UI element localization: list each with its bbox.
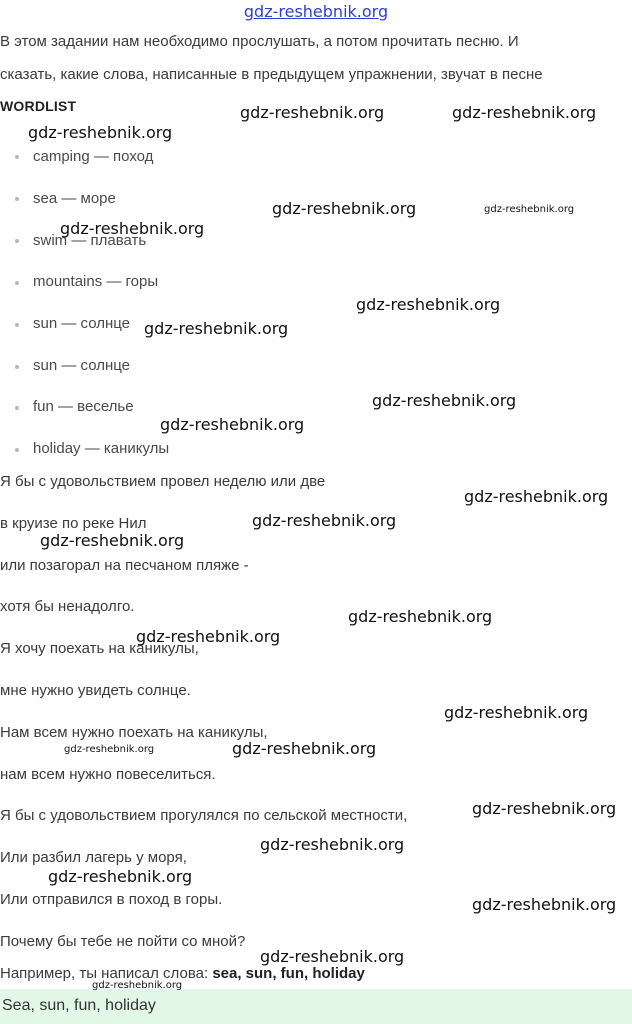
watermark: gdz-reshebnik.org [160, 415, 305, 434]
song-line: Или отправился в поход в горы. [0, 891, 223, 908]
wordlist-item: camping — поход [33, 148, 154, 165]
watermark: gdz-reshebnik.org [484, 204, 575, 215]
watermark: gdz-reshebnik.org [136, 627, 281, 646]
bullet-icon [15, 448, 19, 452]
watermark: gdz-reshebnik.org [472, 895, 617, 914]
bullet-icon [15, 197, 19, 201]
watermark: gdz-reshebnik.org [260, 947, 405, 966]
bullet-icon [15, 155, 19, 159]
watermark: gdz-reshebnik.org [356, 295, 501, 314]
wordlist-item: holiday — каникулы [33, 440, 170, 457]
watermark: gdz-reshebnik.org [92, 980, 183, 991]
example-line [0, 965, 365, 982]
watermark: gdz-reshebnik.org [232, 739, 377, 758]
watermark: gdz-reshebnik.org [452, 103, 597, 122]
watermark: gdz-reshebnik.org [260, 835, 405, 854]
song-line: Я бы с удовольствием провел неделю или две [0, 473, 326, 490]
site-watermark-link[interactable]: gdz-reshebnik.org [243, 2, 389, 21]
watermark: gdz-reshebnik.org [60, 219, 205, 238]
bullet-icon [15, 365, 19, 369]
bullet-icon [15, 406, 19, 410]
intro-line-2: сказать, какие слова, написанные в предыдущем упражнении, звучат в песне [0, 66, 543, 83]
wordlist-heading: WORDLIST [0, 98, 77, 114]
watermark: gdz-reshebnik.org [444, 703, 589, 722]
bullet-icon [15, 323, 19, 327]
watermark: gdz-reshebnik.org [472, 799, 617, 818]
song-line: мне нужно увидеть солнце. [0, 682, 191, 699]
song-line: Я бы с удовольствием прогулялся по сельской местности, [0, 807, 408, 824]
song-line: нам всем нужно повеселиться. [0, 766, 216, 783]
song-line: или позагорал на песчаном пляже - [0, 557, 249, 574]
song-line: Почему бы тебе не пойти со мной? [0, 933, 246, 950]
watermark: gdz-reshebnik.org [48, 867, 193, 886]
wordlist-item: sun — солнце [33, 315, 131, 332]
wordlist-item: swim — плавать [33, 232, 147, 249]
bullet-icon [15, 281, 19, 285]
watermark: gdz-reshebnik.org [348, 607, 493, 626]
song-line: Я хочу поехать на каникулы, [0, 640, 199, 657]
wordlist-item: sea — море [33, 190, 116, 207]
watermark: gdz-reshebnik.org [372, 391, 517, 410]
watermark: gdz-reshebnik.org [144, 319, 289, 338]
wordlist-item: fun — веселье [33, 398, 134, 415]
example-prefix: Например, ты написал слова: [0, 965, 213, 982]
song-line: Или разбил лагерь у моря, [0, 849, 187, 866]
answer-text: Sea, sun, fun, holiday [2, 997, 156, 1014]
example-words: sea, sun, fun, holiday [212, 965, 365, 982]
watermark: gdz-reshebnik.org [464, 487, 609, 506]
watermark: gdz-reshebnik.org [40, 531, 185, 550]
watermark: gdz-reshebnik.org [240, 103, 385, 122]
answer-box [0, 989, 632, 1024]
watermark: gdz-reshebnik.org [64, 744, 155, 755]
song-line: Нам всем нужно поехать на каникулы, [0, 724, 268, 741]
watermark: gdz-reshebnik.org [272, 199, 417, 218]
watermark: gdz-reshebnik.org [252, 511, 397, 530]
song-line: хотя бы ненадолго. [0, 598, 135, 615]
intro-line-1: В этом задании нам необходимо прослушать, а потом прочитать песню. И [0, 33, 519, 50]
wordlist-item: sun — солнце [33, 357, 131, 374]
watermark: gdz-reshebnik.org [28, 123, 173, 142]
wordlist-item: mountains — горы [33, 273, 159, 290]
bullet-icon [15, 239, 19, 243]
song-line: в круизе по реке Нил [0, 515, 147, 532]
